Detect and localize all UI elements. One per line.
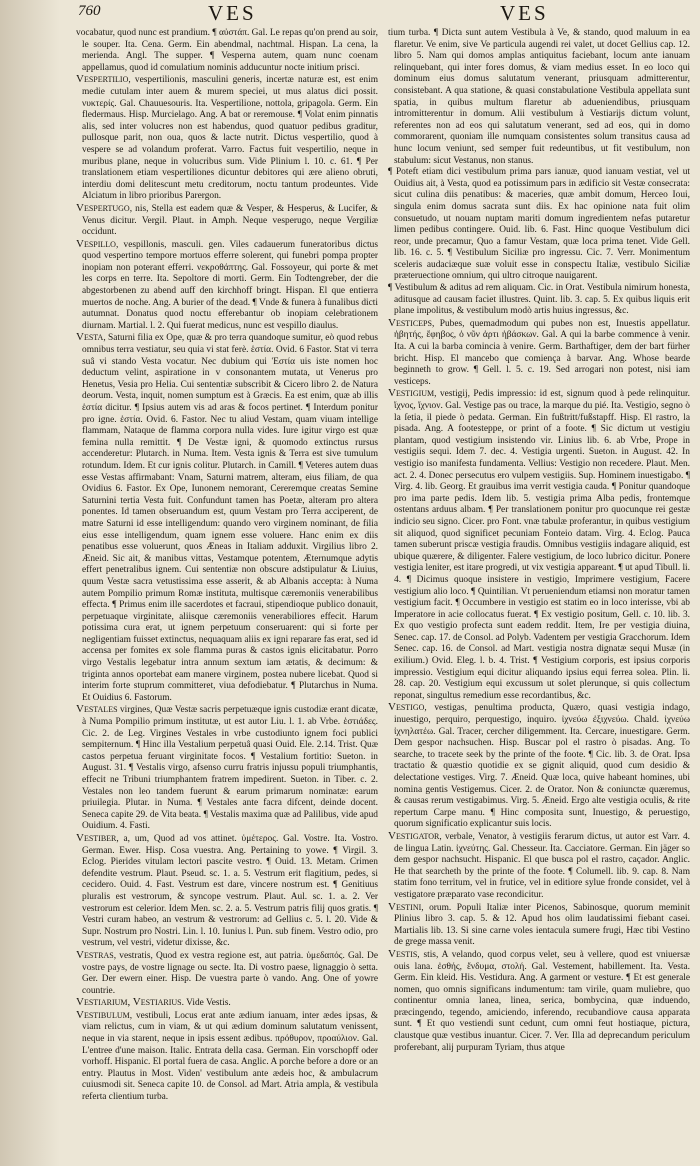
entry-text: virgines, Quæ Vestæ sacris perpetuæque ignis custodiæ erant dicatæ, à Numa Pompilio primum institutæ, ut est autor Liu. l. 1. ab Vrbe. ἑστιάδες. Cic. 2. de Leg. Virgines Vestales in vrbe custodiunto ignem foci publici sempiternum. ¶ Hinc illa Vestalium perpetuâ quasi Ouid. Ele. 2.14. Trist. Quæ castos perpetua feruant virginitate focos. ¶ Vestalium fortitio: Sueton. in August. 31. ¶ Vestalis virgo, afsenso curru fratris injussu populi triumphantis, effecit ne Tribuni triumphantem fratrem impedirent. Sueton. in Tiber. c. 2. Vestales non leo tandem fuerunt & earum primarum nominatæ: earum priuilegia. Plutar. in Numa. ¶ Vestales ante facra difcent, deinde docent. Seneca capite 29. de Vita beata. ¶ Vestalis maxima quæ ad Palilibus, vide apud Ouidium. 4. Fasti. [82, 705, 378, 832]
dictionary-entry [76, 28, 378, 74]
entry-headword: Vespertugo [76, 201, 130, 214]
dictionary-entry [388, 902, 690, 949]
entry-text: tium turba. ¶ Dicta sunt autem Vestibula à Ve, & stando, quod maluum in ea flaretur. Ve enim, sive Ve particula augendi rei valet, ut docet Gellius cap. 12. libro 5. Nam qui domos amplas antiquitus faciebant, locum ante ianuam relinquebant, qui inter fores domus, & viam medius esset. In eo loco qui dominum eius domus salutatum venerant, priusquam admitterentur, consistebant. A qua statione, & quasi constabulatione Vestibula appellata sunt spatia, in quibus multum flaretur ab adueniendibus, priusquam intromitterentur in domum. Alii vestibulum à Vestiarijs dictum volunt, referentes non ad eos qui salutatum venerant, sed ad eos, qui in domo commorarent, quoniam ille numquam consistentes solum transitus causa ad hunc locum veniunt, sed semper fuit redeuntibus, ut fit vestibulum, non stabulum: sicut Vestanus, non stanus. [388, 28, 690, 166]
dictionary-entry [388, 28, 690, 167]
dictionary-entry [388, 702, 690, 831]
dictionary-entry [76, 239, 378, 333]
entry-headword: Vespillo [76, 237, 116, 250]
dictionary-entry [388, 949, 690, 1054]
entry-text: . Vide Vestis. [181, 998, 231, 1009]
dictionary-entry [76, 74, 378, 203]
entry-headword: Vestibulum [76, 1008, 130, 1021]
entry-headword: Vesticeps [388, 316, 432, 329]
entry-headword: Vestigium [388, 387, 435, 400]
entry-text: ¶ Poteft etiam dici vestibulum prima pars ianuæ, quod ianuam vestiat, vel ut Ouidius ait, à Vesta, quod ea potissimum pars in ædificio sit Vestæ consecrata: sicut culina diis penatibus: & maceries, quæ ambit domum, Herceo Ioui, singula enim domus sacrata sunt diis. Ex hac opinione nata fuit olim consuetudo, ut nouam nuptam mariti domum ingredientem nefas putaretur limen pedibus contingere. Ouid. lib. 6. Fast. Hinc quoque Vestibulum dici reor, unde precamur, Quo a famur Vestam, quæ loca prima tenet. Vide Gell. lib. 16. c. 5. ¶ Vestibulum Siciliæ pro ingressu. Cic. 7. Verr. Monimentum sceleris audaciæque suæ voluit esse in conspectu Italiæ, vestibulo Siciliæ præteruectione omnium, qui ultro citroque nauigarent. [388, 167, 690, 282]
entry-headword: Vestini [388, 900, 422, 913]
entry-text: vocabatur, quod nunc est prandium. ¶ αὐστάπ. Gal. Le repas qu'on prend au soir, le souper. Ita. Cena. Germ. Ein abendmal, nachtmal. Hispan. La cena, la merienda. Angl. The supper. ¶ Vesperna autem, quam nunc coenam appellamus, quod id comulatium nominis adducuntur nocte initium prisci. [76, 28, 378, 73]
entry-headword: Vestales [76, 703, 118, 716]
dictionary-entry [388, 388, 690, 702]
dictionary-entry [388, 831, 690, 902]
running-head-right: VES [500, 1, 549, 25]
page-number: 760 [78, 3, 101, 19]
dictionary-entry [388, 318, 690, 389]
dictionary-entry [76, 950, 378, 997]
dictionary-entry [76, 332, 378, 704]
entry-text: , verbale, Venator, à vestigiis ferarum dictus, ut autor est Varr. 4. de lingua Latin. ἰχνεύτης. Gal. Chesseur. Ita. Cacciatore. German. Ein jäger so dem gespor nachsucht. Hispanic. El que busca pol el rastro, caçador. Anglic. He that searcheth by the printe of the foote. ¶ Columell. lib. 9. cap. 8. Nam statim fono territum, vel in frutice, vel in editiore sylue fronde considet, vel à vestigatore præparato vase recondicitur. [394, 831, 690, 900]
entry-text: , vestratis, Quod ex vestra regione est, aut patria. ὑμεδαπός. Gal. De vostre pays, de vostre lignage ou secte. Ita. Di vostro paese, lignaggio ò setta. Ger. Der ewern einer. Hisp. De vuestra parte ò vando. Ang. One of yowre countrie. [82, 950, 378, 996]
entry-headword: Vestras [76, 948, 114, 961]
entry-text: , Pubes, quemadmodum qui pubes non est, Inuestis appellatur. ἡβητής, ἔφηβος, ὁ νῦν ἀρτι ἡβάσκων. Gal. A qui la barbe commence à venir. Ita. A cui la barba comincia à venire. Germ. Barthaftiger, dem der bart fürher bricht. Hisp. El mancebo que comiença à barvar. Ang. Whose bearde beginneth to grow. ¶ Gell. l. 5. c. 19. Sed arrogari non potest, nisi iam vesticeps. [394, 318, 690, 387]
entry-text: , vestigij, Pedis impressio: id est, signum quod à pede relinquitur. ἴχνος, ἴχνιον. Gal. Vestige pas ou trace, la marque du pié. Ita. Vestigio, segno ò la ſetia, il piede ò pedata. German. Ein fußtritt/fußstapff. Hisp. El rastro, la pisada. Ang. A footesteppe, or print of a foote. ¶ Sic dictum ut vestigiu plantam, quod vestigium insistendo vir. Linius lib. 6. ab Vrbe, Prope in vestigiis sequi. Idem 7. dec. 4. Vestigia urgenti. Sueton. in August. 42. In vestigio iso manifesta fundamenta. Vellius: Vestigio non recedere. Plaut. Men. act. 2. 4. Donec persecutus ero vulpem vestigiis. Sup. Hominem inuestigabo. ¶ Virg. 4. lib. Georg. Et grauibus ima verrit vestigia cauda. ¶ Ponitur quandoque pro ima parte pedis. Idem lib. 5. vestigia prima Alba pedis, frontemque ostentans arduus albam. ¶ Per translationem ponitur pro quocunque rei gestæ indicio seu signo. Cicer. pro Font. vnæ tabulæ proferantur, in quibus vestigium sit aliquod, quod significet pecuniam Fonteio datam. Virg. 4. Eclog. Pauca tamen suberunt priscæ vestigia fraudis. Omnibus vestigiis indagare aliquid, est ubique quærere, & diligenter. Falere vestigium, de loco lubrico dicitur. Ponere vestigia leniter, est itare progredi, ut vix vestigia appareant. ¶ ut apud Tibull. li. 4. ¶ Dicimus quoque insistere in vestigio, Imprimere vestigium, Facere vestigium alio loco. ¶ Quintilian. Vt perueniendum etiamsi non moratur tamen vestigium facit. ¶ Occumbere in vestigio est statim eo in loco interisse, vbi ab Imperatore in acie collocatus fuerat. ¶ Ex vestigio positum, Gell. c. 10. lib. 3. Ex quo vestigio profecta sunt eadem reddit. Item, Ire per vestigia diuina, Senec. cap. 17. de Consol. ad Polyb. Vadentem per vestigia Gracchorum. Idem Senec. cap. 16. de Consol. ad Mart. vestigia nostra dignatæ sequi Musæ (in exilium.) Ovid. Eleg. l. b. 4. Trist. ¶ Vestigium corporis, est ipsius corporis impressio. Vestigium equi dicitur aliquando ipsius equi ferrea solea. Plin. li. 28. cap. 20. Vestigium equi excussum ut solet plerunque, si quis collectum reponat, singultus remedium esse recordantibus, &c. [394, 389, 690, 701]
entry-headword: Vespertilio [76, 73, 129, 86]
dictionary-entry [76, 833, 378, 950]
entry-text: , stis, A velando, quod corpus velet, seu à vellere, quod est vniuersæ ouis lana. ἐσθής, ἔνδυμα, στολή. Gal. Vestement, habillement. Ita. Vesta. Germ. Ein kleid. His. Vestidura. Ang. A garment or vesture. ¶ Et est generale nomen, quo omnis significans indumentum: tam virile, quam muliebre, quo continentur omnia lanea, linea, serica, bombycina, quæ induendo, præcingendo, tegendo, amiciendo, inferendo, recubandiove causa apparata sunt. ¶ Et quo vestiendi sunt cedunt, cum omni feut hostiaque, pictura, claustque quæ vestibus inuantur. Cicer. 7. Ver. Illa ad deprecandum periculum proferebant, alij purpuram Tyriam, thus atque [394, 949, 690, 1053]
entry-text: , a, um, Quod ad vos attinet. ὑμέτερος. Gal. Vostre. Ita. Vostro. German. Ewer. Hisp. Cosa vuestra. Ang. Pertaining to yowe. ¶ Virgil. 3. Eclog. Pierides vitulam lectori pascite vestro. ¶ Ouid. 13. Metam. Crimen defendite vestrum. Plaut. Pseud. sc. 1. a. 5. Vestrum erit flagitium, pedes, si cecidero. Ouid. 4. Fast. Vestrum est dare, vincere nostrum est. ¶ Genitiuus pluralis est vestrorum, & syncope vestrum. Plaut. Aul. sc. 1. a. 2. Ver vestrorum est celerior. Idem Men. sc. 2. a. 5. Vestrum patris filij quos gratis. ¶ Vestri curam habeo, an vestrum & vestrorum: ad Gellius c. 5. l. 20. Vide & Supr. Nostrum pro Nostri. Lin. l. 10. Iunius l. Pun. sub finem. Vestro odio, pro vestrum, vel vestri, videtur dixisse, &c. [82, 833, 378, 949]
dictionary-entry [76, 1010, 378, 1104]
dictionary-entry [76, 203, 378, 239]
dictionary-entry [76, 704, 378, 833]
entry-text: , vestigas, penultima producta, Quæro, quasi vestigia indago, inuestigo, perquiro, perquestigo, inquiro. ἰχνεύω ἐξιχνεύω. Chald. ἰχνεύω ἰχνηλατέω. Gal. Tracer, cercher diligemment. Ita. Cercare, inuestigare. Germ. Dem gespor nachsuchen. Hisp. Buscar pol el rastro ò pisadas. Ang. To searche, to tracete seek by the printe of the foote. ¶ Cic. lib. 3. de Orat. Ipsa tractatio & quæstio quotidie ex se gignit aliquid, quod cum desidio & delectatione vestiges. Virg. 7. Æneid. Quæ loca, quive habeant homines, ubi nomina gentis Vestigemus. Cicer. 2. de Orator. Non & coniunctæ quæremus, & causas rerum vestigabimus. Virg. 5. Æneid. Ergo alte vestigia oculis, & rite repertum Carpe manu. ¶ Hinc composita sunt, Inuestigo, & peruestigo, quorum significatio explicantur suis locis. [394, 703, 690, 830]
entry-headword: Vestigator [388, 829, 440, 842]
dictionary-entry [388, 167, 690, 283]
entry-text: ¶ Vestibulum & aditus ad rem aliquam. Cic. in Orat. Vestibula nimirum honesta, aditusque ad causam faciet illustres. Quint. lib. 3. cap. 5. Ex quibus liquis erit plane impolitus, & vestibulum modò artis huius ingressus, &c. [388, 283, 690, 317]
binding-shadow [0, 0, 60, 1166]
entry-text: , vestibuli, Locus erat ante ædium ianuam, inter ædes ipsas, & viam relictus, cum in viam, & ut qui ædium dominum salutatum venissent, neque in via starent, neque in ipsis essent ædibus. πρόθυρον, προαύλιον. Gal. L'entree d'une maison. Italic. Entrata della casa. German. Ein vorschopff oder vorhoff. Hispanic. El portal fuera de casa. Anglic. A porche before a dore or an entry. Plautus in Most. Viden' vestibulum ante ædeis hoc, & ambulacrum cuiusmodi sit. Seneca capite 10. de Consol. ad Mart. Atria ampla, & vestibula referta clientium turba. [82, 1010, 378, 1103]
running-head-left: VES [208, 1, 257, 25]
entry-headword: Vestiarium, Vestiarius [76, 996, 182, 1009]
entry-headword: Vesta [76, 331, 104, 344]
entry-headword: Vestiber [76, 831, 117, 844]
entry-text: , vespertilionis, masculini generis, incertæ naturæ est, est enim medie cutulam inter auem & murem speciei, ut mus alatus dici possit. νυκτερίς. Gal. Chauuesouris. Ita. Vespertilione, nottola, gripagola. Germ. Ein fledermaus. Hisp. Murcielago. Ang. A bat or reremouse. ¶ Volat enim pinnatis alis, sed inter volucres non est habendus, quod quatuor pedibus graditur, pullosque parit, non oua, quos & lacte nutrit. Dictus vespertilio, quod à vespere se ad volandum proferat. Varro. Factus fuit vespertilio, neque in muribus plane, neque in volucribus sum. Vide Plinium l. 10. c. 61. ¶ Per translationem etiam vespertiliones dicuntur debitores qui ære alieno obruti, interdiu domi delitescunt metu creditorum, noctu tantum prodeuntes. Vide Alciatum in libro prioribus Parergon. [82, 75, 378, 202]
entry-headword: Vestigo [388, 701, 425, 714]
dictionary-entry [388, 283, 690, 318]
entry-headword: Vestis [388, 947, 418, 960]
entry-text: , nis, Stella est eadem quæ & Vesper, & Hesperus, & Lucifer, & Venus dicitur. Vergil. Plaut. in Amph. Neque vesperugo, neque Vergiliæ occidunt. [82, 203, 378, 238]
entry-text: , Saturni filia ex Ope, quæ & pro terra quandoque sumitur, eò quod rebus omnibus terra vestiatur, seu quia vi stat ferè. ἑστία. Ovid. 6 Fastor. Stat vi terra suâ vi stando Vesta vocatur. Nec dubium qui Ἑστία uis iste nomen hoc deductum velint, aspiratione in v consonantem mutata, ut Venerus pro Henetus, Vesia pro Helia. Cui sententiæ subscribit & Cicero libro 2. de Natura deorum. Vesta, inquit, nomen sumptum est à Græcis. Ea est enim, quæ ab illis ἑστία dicitur. ¶ Ipsius autem vis ad aras & focos pertinet. ¶ Interdum ponitur pro igne. ἑστία. Ovid. 6. Fastor. Nec tu aliud Vestam, quam viuam intellige flammam, Nataque de flamma corpora nulla vides. Iure igitur virgo est quæ femina nulla remittit. ¶ De Vestæ igni, & quomodo extinctus rursus accenderetur: Plutarch. in Numa. Item. Vesta ignis & Terra est sive tumulum rotundum. Idem. Et cur ignis colitur. Plutarch. in Camill. ¶ Veteres autem duas esse Vestas affirmabant: Vnam, Saturni matrem, alteram, eius filiam, de qua Ovidius 6. Fastor. Ex Ope, Iunonem nemorant, Cereremque creatas Semine Saturnini tertia Vesta fuit. Confundunt tamen has Poetæ, alteram pro altera ponentes. Id tamen obseruandum est, quum Vestam pro Terra acciperent, de matre Saturni id esse intelligendum: quando vero virginem nominant, de filia eius esse intelligendum, quam ignem esse voluere. Hanc enim ex diis penatibus esse voluerunt, quos Æneas in Italiam adduxit. Virgilius libro 2. Æneid. Sic ait, & manibus vittas, Vestamque potentem, Æternumque adytis effert penetralibus ignem. Cui sententiæ non obscure adstipulatur & Liuius, quum Vestæ sacra vetustissima esse asserit, & ab Albanis accepta: à Numa autem Pompilio primum Romæ instituta, multisque cæremoniis venerabilibus effecta. ¶ Primus enim ille sacerdotes et facraui, stipendioque publico donauit, perpetuaque virginitate, aliisque cæremoniis venerabiliores effecit. Harum potissima cura erat, ut ignem perpetuum conseruarent: qui si forte per negligentiam fuisset extinctus, nequaquam aliis ex igni reparare fas erat, sed id accensa per fomites ex sole flamma puras & castos ignis elicitabatur. Porro virgo Vestalis legebatur intra annum sextum iam ætatis, & decimum: & triginta annos oportebat eam manere virginem, postea nubere licebat. Quod si interim forte stuprum committeret, viua defodiebatur. ¶ Plutarchus in Numa. Et Ouidius 6. Fastorum. [82, 333, 378, 703]
left-column [76, 28, 378, 1158]
page-header [0, 0, 700, 28]
right-column [388, 28, 690, 1158]
entry-text: , orum. Populi Italiæ inter Picenos, Sabinosque, quorum meminit Plinius libro 3. cap. 5. & 12. Apud hos olim laudatissimi fiebant casei. Martialis lib. 13. Si sine carne voles ientacula sumere frugi, Hæc tibi Vestino de grege massa venit. [394, 902, 690, 948]
entry-text: , vespillonis, masculi. gen. Viles cadauerum funeratoribus dictus quod vespertino tempore mortuos efferre solerent, qui funebri pompa propter inopiam non poterant efferri. νεκροθάπτης. Gal. Fossoyeur, qui porte & met les corps en terre. Ita. Sepoltore di morti. Germ. Ein Todtengreber, der die abgestorbenen zu abend auff den kirchhoff bringt. Hispan. El que entierra muertos de noche. Ang. A burier of the dead. ¶ Vnde & funera à funalibus dicti autumnat. Donatus quod noctu efferebantur ob inopiam celebrationem diurnam. Martial. l. 2. Qui fuerat medicus, nunc est vespillo diaulus. [82, 239, 378, 331]
